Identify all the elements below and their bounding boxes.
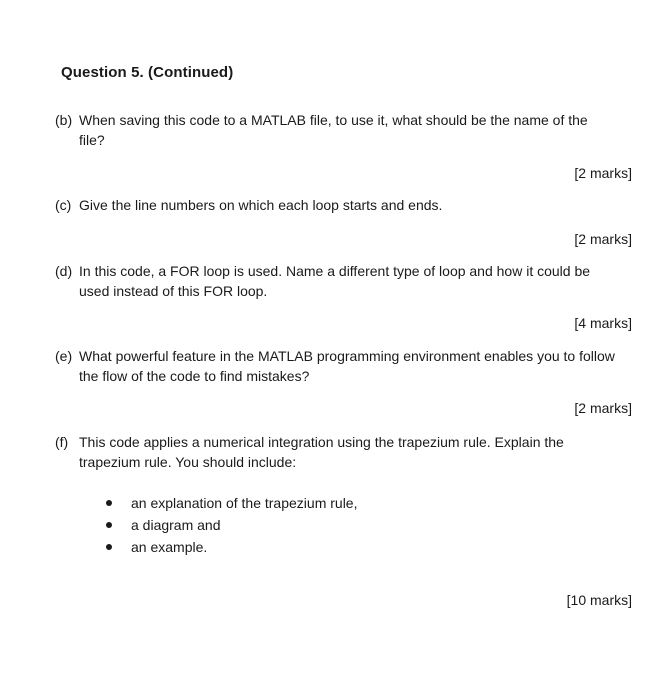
question-part-f <box>55 432 615 472</box>
bullet-icon <box>106 500 112 506</box>
bullet-text: an example. <box>131 539 208 555</box>
bullet-text: an explanation of the trapezium rule, <box>131 495 358 511</box>
part-text: What powerful feature in the MATLAB programming environment enables you to follow the flow of the code to find mistakes? <box>79 348 615 384</box>
list-item <box>106 492 357 514</box>
question-title: Question 5. (Continued) <box>61 64 234 81</box>
bullet-icon <box>106 522 112 528</box>
part-text: When saving this code to a MATLAB file, to use it, what should be the name of the file? <box>79 112 588 148</box>
list-item <box>106 536 357 558</box>
bullet-text: a diagram and <box>131 517 221 533</box>
part-letter: (f) <box>55 434 69 450</box>
marks-label: [2 marks] <box>574 165 632 181</box>
part-letter: (b) <box>55 112 73 128</box>
part-text: Give the line numbers on which each loop starts and ends. <box>79 197 443 213</box>
marks-label: [10 marks] <box>566 592 632 608</box>
part-letter: (d) <box>55 263 73 279</box>
marks-label: [4 marks] <box>574 315 632 331</box>
part-letter: (e) <box>55 348 73 364</box>
question-part-d <box>55 261 615 301</box>
question-part-c <box>55 195 615 215</box>
part-text: In this code, a FOR loop is used. Name a different type of loop and how it could be used instead of this FOR loop. <box>79 263 591 299</box>
bullet-list <box>106 492 357 558</box>
bullet-icon <box>106 544 112 550</box>
marks-label: [2 marks] <box>574 231 632 247</box>
marks-label: [2 marks] <box>574 400 632 416</box>
question-part-e <box>55 346 615 386</box>
part-letter: (c) <box>55 197 72 213</box>
part-text: This code applies a numerical integration using the trapezium rule. Explain the trapezium rule. You should include: <box>79 434 564 470</box>
list-item <box>106 514 357 536</box>
question-part-b <box>55 110 615 150</box>
